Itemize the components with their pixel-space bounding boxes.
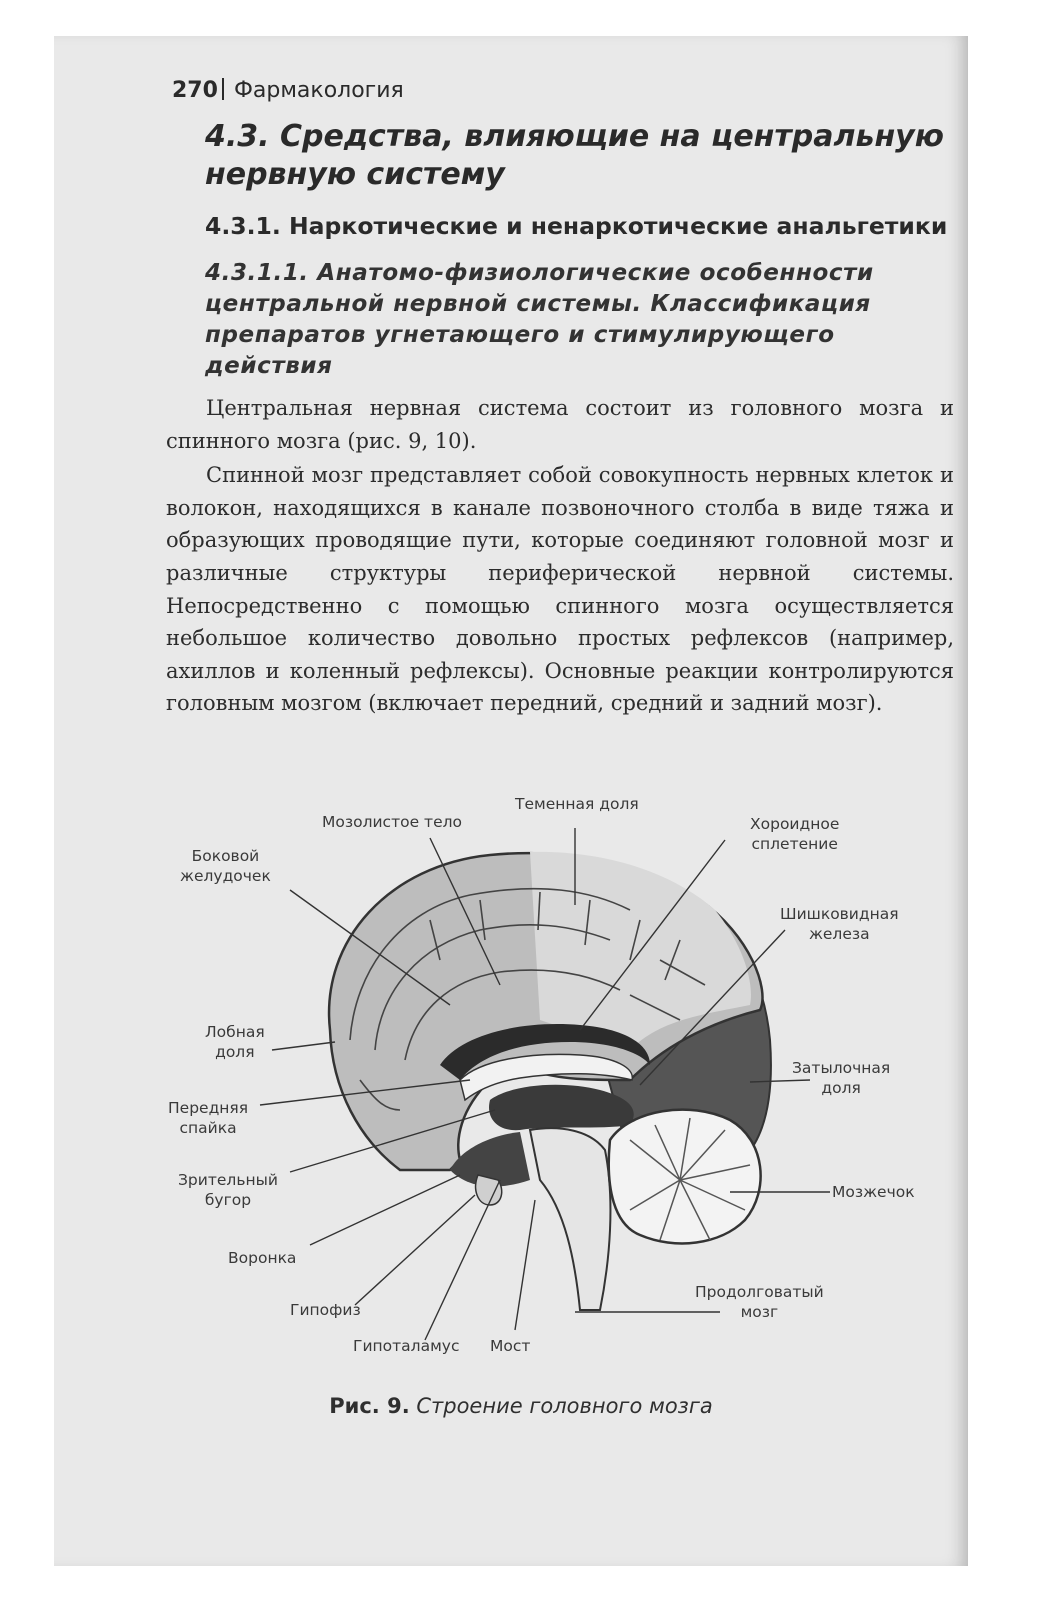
label-medulla-line2: мозг	[740, 1303, 779, 1321]
label-thalamus-line2: бугор	[204, 1191, 252, 1209]
brainstem-shape	[530, 1128, 610, 1310]
label-lateral-ventricle	[180, 846, 271, 886]
label-medulla-line1: Продолговатый	[695, 1283, 824, 1301]
caption-title: Строение головного мозга	[416, 1394, 713, 1418]
label-anterior-commissure	[168, 1098, 248, 1138]
figure-caption	[0, 1394, 1042, 1418]
subsection-title: 4.3.1. Наркотические и ненаркотические анальгетики	[205, 212, 948, 240]
subsubsection-title: 4.3.1.1. Анатомо-физиологические особенности центральной нервной системы. Классификация препаратов угнетающего и стимулирующего действия	[205, 260, 874, 379]
label-pituitary: Гипофиз	[290, 1301, 361, 1319]
brain-figure	[160, 780, 960, 1380]
cerebellum-shape	[609, 1110, 761, 1244]
paragraph-2: Спинной мозг представляет собой совокупность нервных клеток и волокон, находящихся в канале позвоночного столба в виде тяжа и образующих проводящие пути, которые соединяют головной мозг и различные структуры периферической нервной системы. Непосредственно с помощью спинного мозга осуществляется небольшое количество довольно простых рефлексов (например, ахиллов и коленный рефлексы). Основные реакции контролируются головным мозгом (включает передний, средний и задний мозг).	[166, 463, 954, 716]
label-frontal-line1: Лобная	[205, 1023, 265, 1041]
paragraph-1: Центральная нервная система состоит из головного мозга и спинного мозга (рис. 9, 10).	[166, 396, 954, 453]
label-choroid-plexus	[750, 814, 839, 854]
label-frontal-lobe	[205, 1022, 265, 1062]
pituitary-shape	[476, 1175, 502, 1205]
label-anterior-line1: Передняя	[168, 1099, 249, 1117]
label-thalamus	[178, 1170, 278, 1210]
label-lateral-line2: желудочек	[180, 867, 271, 885]
label-anterior-line2: спайка	[179, 1119, 237, 1137]
caption-number: Рис. 9.	[329, 1394, 410, 1418]
label-pineal-line2: железа	[808, 925, 870, 943]
label-hypothalamus: Гипоталамус	[353, 1337, 460, 1355]
label-lateral-line1: Боковой	[191, 847, 260, 865]
label-cerebellum: Мозжечок	[832, 1183, 915, 1201]
header-divider	[222, 78, 224, 100]
label-parietal-lobe: Теменная доля	[515, 795, 639, 813]
label-occipital-lobe	[792, 1058, 890, 1098]
book-title: Фармакология	[233, 78, 404, 103]
label-choroid-line2: сплетение	[751, 835, 838, 853]
label-choroid-line1: Хороидное	[750, 815, 840, 833]
label-pineal-line1: Шишковидная	[780, 905, 899, 923]
label-pons: Мост	[490, 1337, 531, 1355]
label-pineal-gland	[780, 904, 899, 944]
section-title: 4.3. Средства, влияющие на центральную нервную систему	[205, 119, 944, 192]
label-occipital-line1: Затылочная	[792, 1059, 891, 1077]
running-head	[172, 78, 404, 103]
label-corpus-callosum: Мозолистое тело	[322, 813, 463, 831]
label-frontal-line2: доля	[215, 1043, 255, 1061]
label-thalamus-line1: Зрительный	[178, 1171, 278, 1189]
label-medulla	[695, 1282, 824, 1322]
body-text	[166, 392, 954, 722]
page-number: 270	[172, 78, 218, 103]
label-infundibulum: Воронка	[228, 1249, 297, 1267]
label-occipital-line2: доля	[821, 1079, 861, 1097]
